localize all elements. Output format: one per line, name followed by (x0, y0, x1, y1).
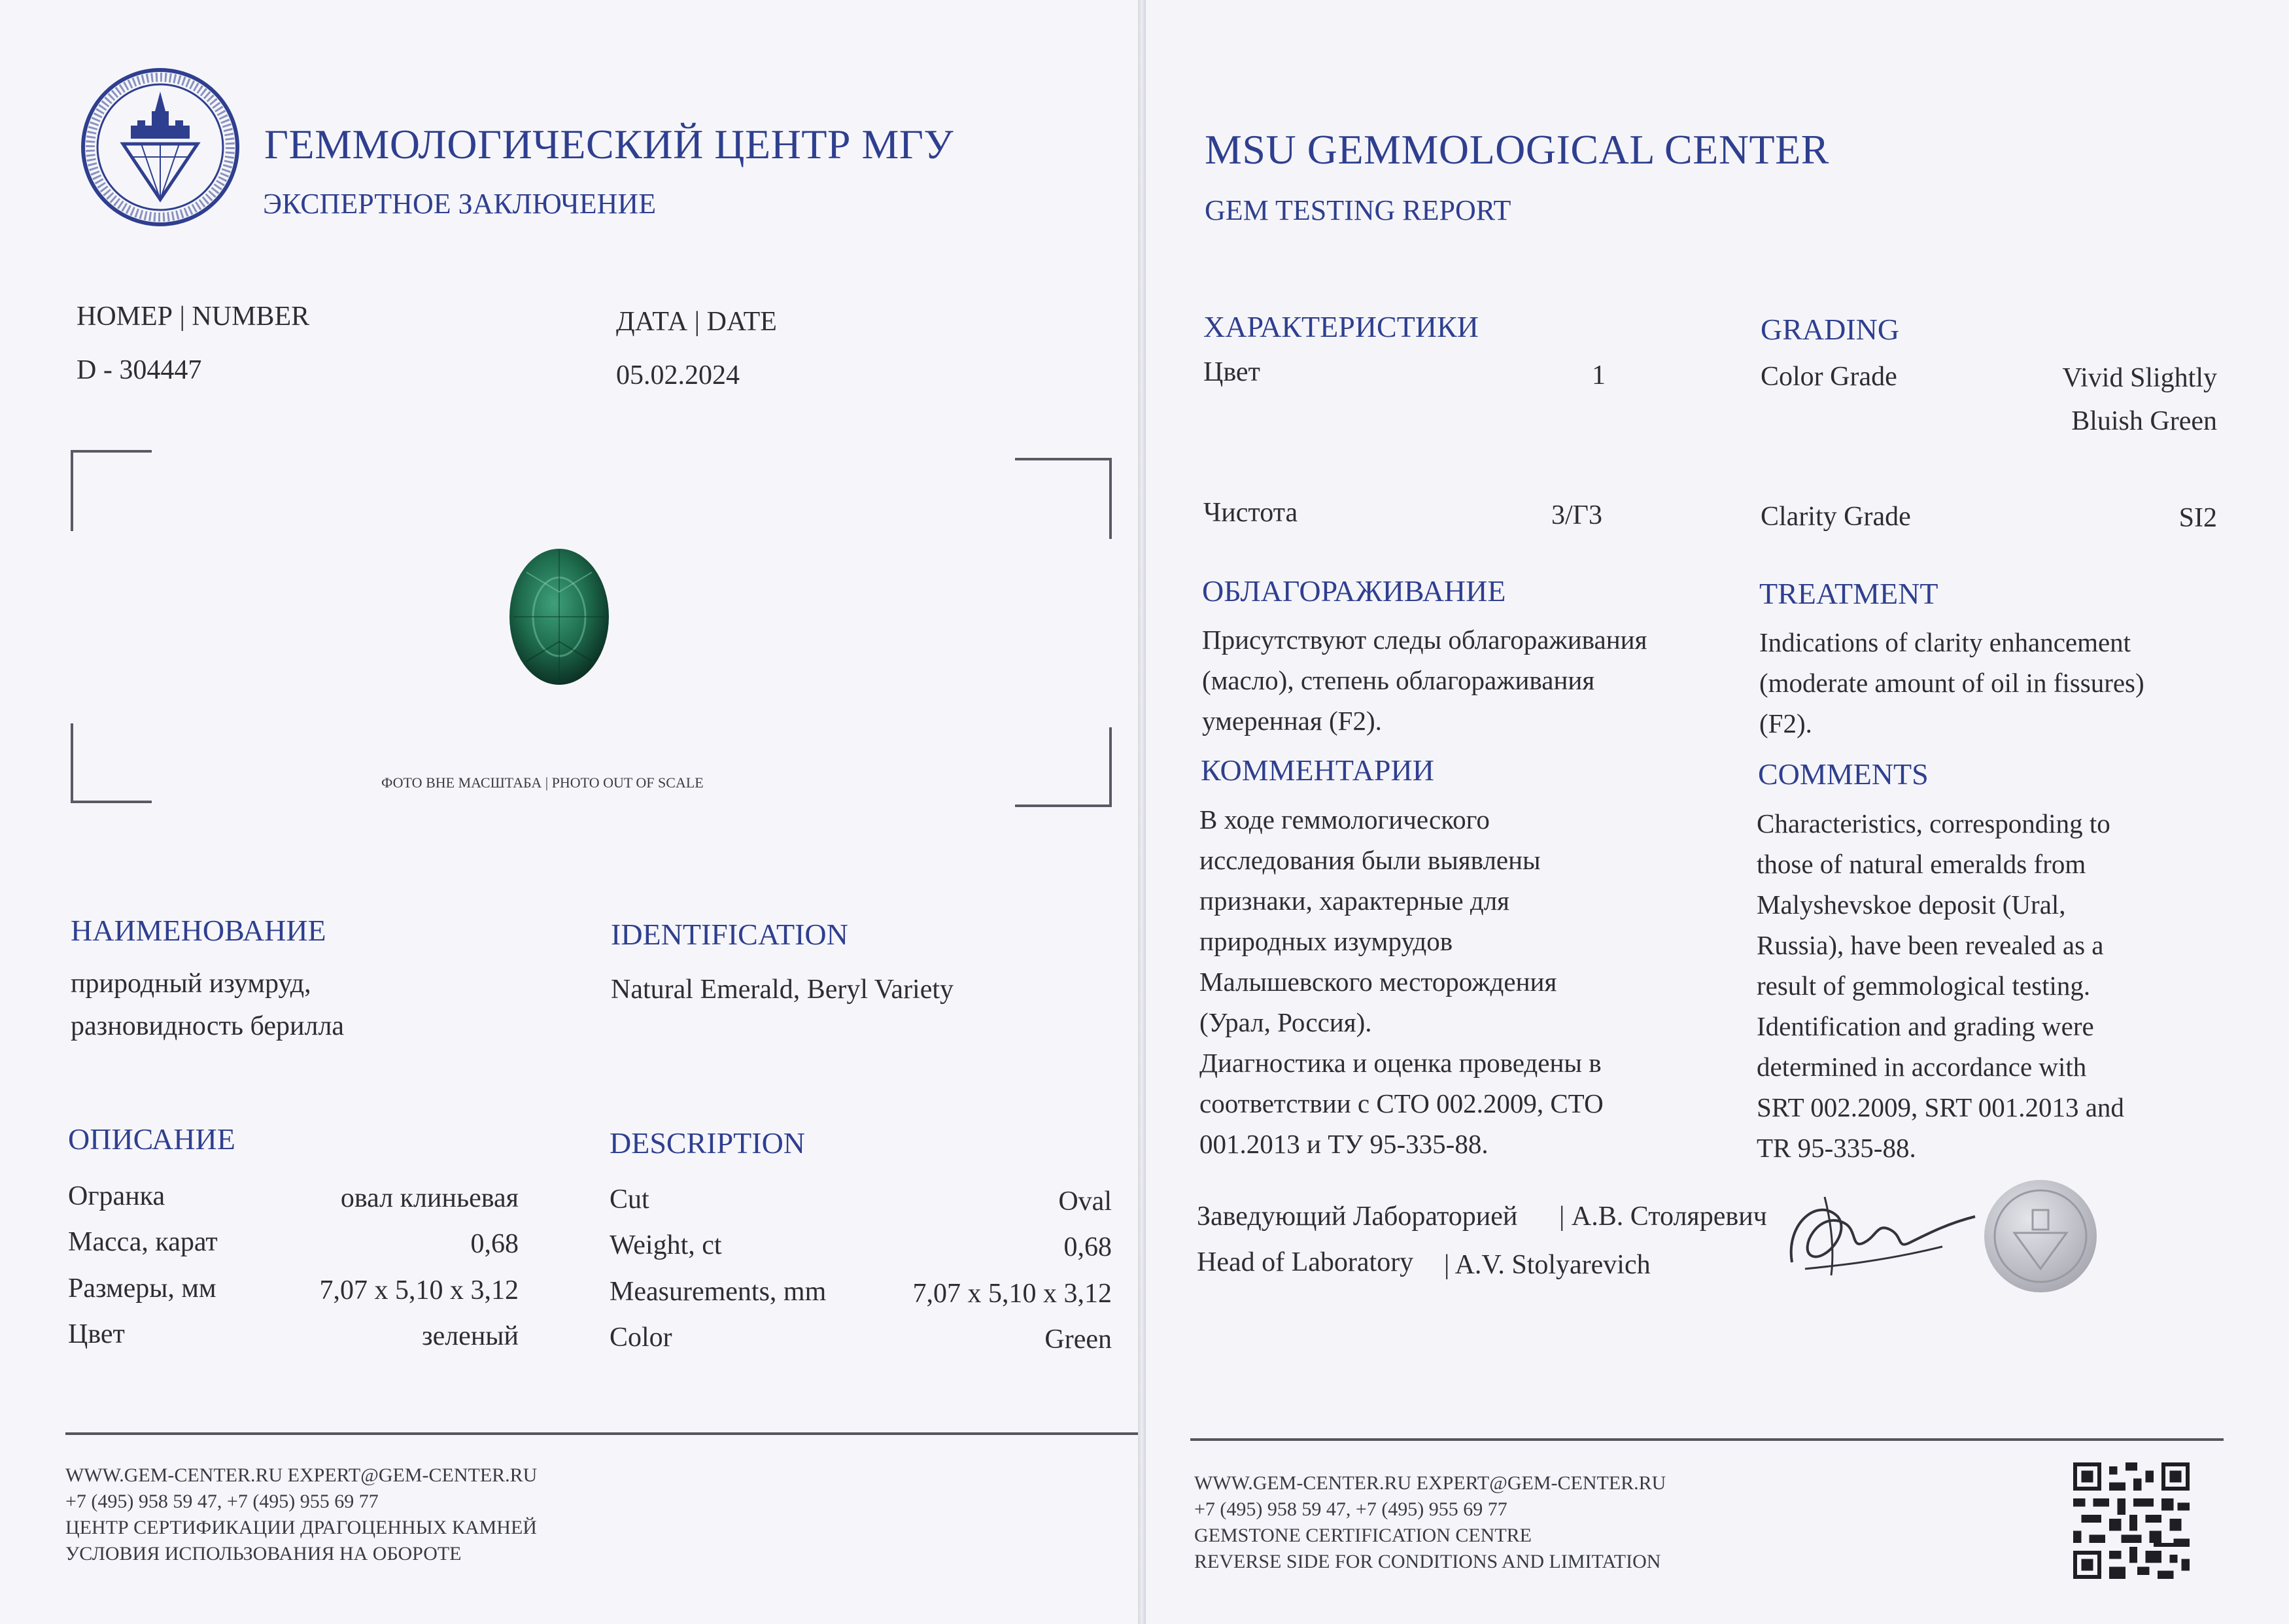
comm-en-line: Malyshevskoe deposit (Ural, (1757, 890, 2066, 920)
photo-caption: ФОТО ВНЕ МАСШТАБА | PHOTO OUT OF SCALE (381, 774, 704, 791)
en-row-value: 0,68 (1063, 1232, 1112, 1262)
clarity-ru-label: Чистота (1203, 498, 1298, 528)
en-row-label: Measurements, mm (610, 1277, 827, 1307)
head-en-title: Head of Laboratory (1197, 1247, 1414, 1277)
en-row-value: Green (1044, 1324, 1112, 1355)
footer-line: WWW.GEM-CENTER.RU EXPERT@GEM-CENTER.RU (65, 1464, 538, 1486)
clarity-en-label: Clarity Grade (1761, 502, 1911, 532)
comm-en-heading: COMMENTS (1758, 757, 1929, 791)
treat-en-heading: TREATMENT (1759, 577, 1938, 610)
comm-en-line: SRT 002.2009, SRT 001.2013 and (1757, 1092, 2124, 1122)
comm-ru-line: В ходе геммологического (1199, 804, 1490, 835)
treat-en-text (1759, 622, 2269, 744)
comm-ru-line: (Урал, Россия). (1199, 1007, 1372, 1037)
comm-ru-line: 001.2013 и ТУ 95-335-88. (1199, 1129, 1489, 1159)
footer-line: ЦЕНТР СЕРТИФИКАЦИИ ДРАГОЦЕННЫХ КАМНЕЙ (65, 1517, 537, 1538)
page-fold (1138, 0, 1146, 1624)
signature (1779, 1184, 1988, 1288)
date-label: ДАТА | DATE (616, 307, 777, 337)
comm-ru-line: признаки, характерные для (1199, 886, 1510, 916)
comm-ru-text (1199, 799, 1736, 1164)
ru-row-label: Размеры, мм (68, 1273, 216, 1304)
date-value: 05.02.2024 (616, 360, 740, 390)
naim-line-1: природный изумруд, (71, 969, 311, 999)
treat-ru-text (1202, 619, 1738, 741)
color-ru-value: 1 (1592, 360, 1606, 390)
head-ru-name: | А.В. Столяревич (1559, 1201, 1767, 1232)
en-row-label: Color (610, 1322, 672, 1353)
grading-heading: GRADING (1761, 313, 1900, 346)
footer-line: +7 (495) 958 59 47, +7 (495) 955 69 77 (1194, 1498, 1507, 1520)
comm-ru-heading: КОММЕНТАРИИ (1201, 753, 1434, 787)
opis-heading: ОПИСАНИЕ (68, 1122, 235, 1156)
org-title-ru: ГЕММОЛОГИЧЕСКИЙ ЦЕНТР МГУ (264, 121, 954, 167)
color-ru-label: Цвет (1203, 357, 1260, 387)
treat-ru-line: (масло), степень облагораживания (1202, 665, 1595, 695)
footer-right (1194, 1470, 1979, 1575)
treat-ru-heading: ОБЛАГОРАЖИВАНИЕ (1202, 574, 1506, 608)
org-title-en: MSU GEMMOLOGICAL CENTER (1205, 126, 1829, 173)
comm-ru-line: соответствии с СТО 002.2009, СТО (1199, 1088, 1604, 1118)
clarity-en-value: SI2 (2178, 503, 2217, 533)
qr-code[interactable] (2073, 1462, 2190, 1579)
treat-ru-line: умеренная (F2). (1202, 706, 1382, 736)
photo-frame-corner-tl (71, 450, 152, 531)
emerald-photo (507, 546, 611, 687)
comm-en-line: Identification and grading were (1757, 1011, 2094, 1041)
comm-en-line: Russia), have been revealed as a (1757, 930, 2104, 960)
comm-ru-line: природных изумрудов (1199, 926, 1453, 956)
treat-en-line: (F2). (1759, 708, 1812, 738)
ru-row-label: Цвет (68, 1319, 125, 1349)
ru-row-value: 7,07 x 5,10 x 3,12 (319, 1275, 519, 1305)
en-row-value: 7,07 x 5,10 x 3,12 (912, 1279, 1112, 1309)
footer-divider-left (65, 1432, 1138, 1435)
color-en-value-2: Bluish Green (2071, 406, 2217, 436)
comm-en-line: result of gemmological testing. (1757, 971, 2091, 1001)
comm-ru-line: исследования были выявлены (1199, 845, 1541, 875)
doc-title-ru: ЭКСПЕРТНОЕ ЗАКЛЮЧЕНИЕ (263, 188, 657, 220)
comm-en-line: TR 95-335-88. (1757, 1133, 1916, 1163)
comm-ru-line: Малышевского месторождения (1199, 967, 1557, 997)
treat-ru-line: Присутствуют следы облагораживания (1202, 625, 1647, 655)
photo-frame-corner-br (1015, 727, 1112, 807)
ident-value: Natural Emerald, Beryl Variety (611, 975, 954, 1005)
footer-divider-right (1190, 1438, 2224, 1441)
en-row-value: Oval (1058, 1186, 1112, 1217)
comm-en-line: those of natural emeralds from (1757, 849, 2086, 879)
footer-line: WWW.GEM-CENTER.RU EXPERT@GEM-CENTER.RU (1194, 1472, 1666, 1494)
left-page (0, 0, 1138, 1624)
clarity-ru-value: 3/Г3 (1551, 500, 1602, 530)
color-en-label: Color Grade (1761, 362, 1897, 392)
msu-logo-emblem (78, 65, 242, 229)
desc-heading: DESCRIPTION (610, 1126, 806, 1160)
ru-row-label: Масса, карат (68, 1227, 218, 1257)
photo-frame-corner-tr (1015, 458, 1112, 539)
treat-en-line: (moderate amount of oil in fissures) (1759, 668, 2144, 698)
number-label: НОМЕР | NUMBER (77, 302, 310, 332)
comm-en-text (1757, 803, 2267, 1168)
har-heading: ХАРАКТЕРИСТИКИ (1203, 310, 1479, 343)
naim-heading: НАИМЕНОВАНИЕ (71, 914, 326, 947)
ru-row-value: овал клиньевая (340, 1183, 519, 1213)
footer-line: GEMSTONE CERTIFICATION CENTRE (1194, 1525, 1532, 1546)
footer-line: +7 (495) 958 59 47, +7 (495) 955 69 77 (65, 1491, 379, 1512)
color-en-value-1: Vivid Slightly (2062, 363, 2217, 393)
comm-en-line: determined in accordance with (1757, 1052, 2087, 1082)
ident-heading: IDENTIFICATION (611, 918, 848, 951)
head-en-name: | A.V. Stolyarevich (1444, 1250, 1651, 1280)
number-value: D - 304447 (77, 355, 202, 385)
en-row-label: Cut (610, 1184, 649, 1215)
footer-line: REVERSE SIDE FOR CONDITIONS AND LIMITATION (1194, 1551, 1661, 1572)
treat-en-line: Indications of clarity enhancement (1759, 627, 2131, 657)
ru-row-value: 0,68 (470, 1229, 519, 1259)
footer-line: УСЛОВИЯ ИСПОЛЬЗОВАНИЯ НА ОБОРОТЕ (65, 1543, 462, 1564)
naim-line-2: разновидность берилла (71, 1011, 345, 1041)
en-row-label: Weight, ct (610, 1230, 722, 1260)
comm-en-line: Characteristics, corresponding to (1757, 808, 2110, 838)
doc-title-en: GEM TESTING REPORT (1205, 194, 1511, 226)
photo-frame-corner-bl (71, 723, 152, 803)
laboratory-seal (1982, 1177, 2099, 1295)
ru-row-label: Огранка (68, 1181, 165, 1211)
comm-ru-line: Диагностика и оценка проведены в (1199, 1048, 1602, 1078)
head-ru-title: Заведующий Лабораторией (1197, 1201, 1518, 1232)
ru-row-value: зеленый (421, 1321, 519, 1351)
footer-left (65, 1462, 850, 1567)
